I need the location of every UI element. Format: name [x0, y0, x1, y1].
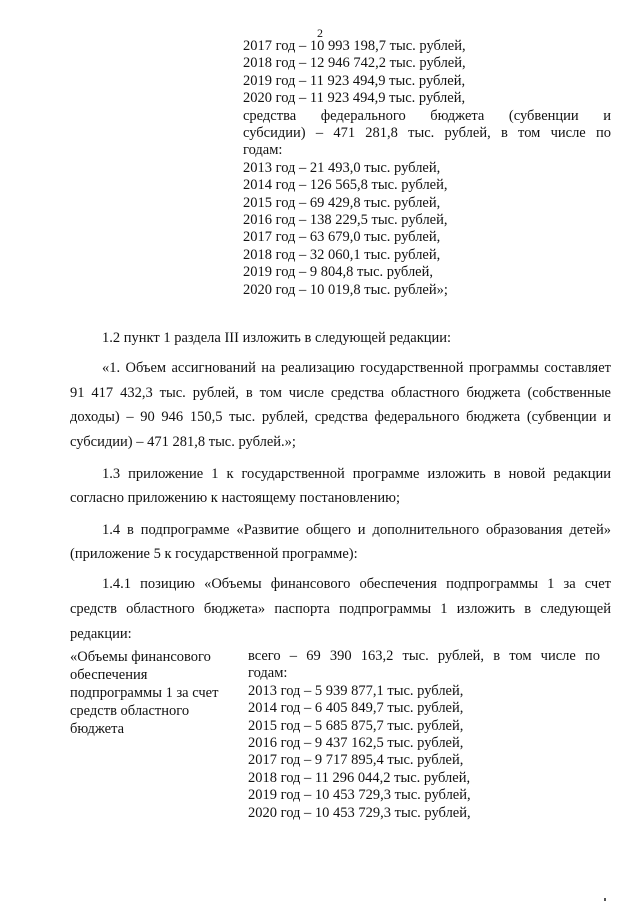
paragraph-1-2: 1.2 пункт 1 раздела III изложить в следующей редакции:: [102, 330, 452, 346]
year-line: 2014 год – 126 565,8 тыс. рублей,: [243, 177, 448, 194]
federal-intro-line: годам:: [243, 142, 283, 159]
paragraph-1-3: 1.3 приложение 1 к государственной программе изложить в новой редакции согласно приложению к настоящему постановлению;: [70, 466, 611, 506]
year-line: 2017 год – 63 679,0 тыс. рублей,: [243, 229, 441, 246]
year-line: 2015 год – 5 685 875,7 тыс. рублей,: [248, 717, 464, 734]
year-line: 2014 год – 6 405 849,7 тыс. рублей,: [248, 700, 464, 717]
year-line: 2016 год – 9 437 162,5 тыс. рублей,: [248, 735, 464, 752]
year-line: 2020 год – 10 019,8 тыс. рублей»;: [243, 281, 448, 298]
table-left-label: «Объемы финансового обеспечения подпрограммы 1 за счет средств областного бюджета: [70, 649, 219, 737]
paragraph-1-4: 1.4 в подпрограмме «Развитие общего и дополнительного образования детей» (приложение 5 к государственной программе):: [70, 522, 611, 562]
year-line: 2018 год – 32 060,1 тыс. рублей,: [243, 246, 441, 263]
year-line: 2015 год – 69 429,8 тыс. рублей,: [243, 194, 441, 211]
year-line: 2013 год – 21 493,0 тыс. рублей,: [243, 159, 441, 176]
year-line: 2017 год – 9 717 895,4 тыс. рублей,: [248, 752, 464, 769]
year-line: 2019 год – 9 804,8 тыс. рублей,: [243, 264, 434, 281]
year-line: 2018 год – 12 946 742,2 тыс. рублей,: [243, 55, 466, 72]
funding-continuation-block: [243, 38, 611, 299]
scan-mark: [604, 898, 606, 901]
section-1-2: [70, 326, 611, 350]
year-line: 2019 год – 11 923 494,9 тыс. рублей,: [243, 72, 466, 89]
paragraph-quote: «1. Объем ассигнований на реализацию государственной программы составляет 91 417 432,3 тыс. рублей, в том числе средства областного бюджета (собственные доходы) – 90 946 150,5 тыс. рублей, средства федерального бюджета (субвенции и субсидии) – 471 281,8 тыс. рублей.»;: [70, 360, 611, 450]
year-line: 2020 год – 10 453 729,3 тыс. рублей,: [248, 804, 471, 821]
section-1-4-1: [70, 572, 611, 647]
federal-intro-line: субсидии) – 471 281,8 тыс. рублей, в том числе по: [243, 125, 611, 142]
total-line: годам:: [248, 665, 288, 682]
year-line: 2018 год – 11 296 044,2 тыс. рублей,: [248, 769, 471, 786]
page-number: 2: [317, 26, 323, 40]
year-line: 2016 год – 138 229,5 тыс. рублей,: [243, 212, 448, 229]
year-line: 2019 год – 10 453 729,3 тыс. рублей,: [248, 787, 471, 804]
year-line: 2020 год – 11 923 494,9 тыс. рублей,: [243, 90, 466, 107]
year-line: 2013 год – 5 939 877,1 тыс. рублей,: [248, 682, 464, 699]
section-1-4: [70, 518, 611, 566]
table-right-values: [248, 648, 600, 822]
federal-intro-line: средства федерального бюджета (субвенции и: [243, 107, 611, 124]
year-line: 2017 год – 10 993 198,7 тыс. рублей,: [243, 38, 466, 54]
total-line: всего – 69 390 163,2 тыс. рублей, в том числе по: [248, 648, 600, 664]
paragraph-1-4-1: 1.4.1 позицию «Объемы финансового обеспечения подпрограммы 1 за счет средств областного бюджета» паспорта подпрограммы 1 изложить в следующей редакции:: [70, 576, 611, 642]
section-1-3: [70, 462, 611, 510]
quote-paragraph-block: [70, 356, 611, 454]
